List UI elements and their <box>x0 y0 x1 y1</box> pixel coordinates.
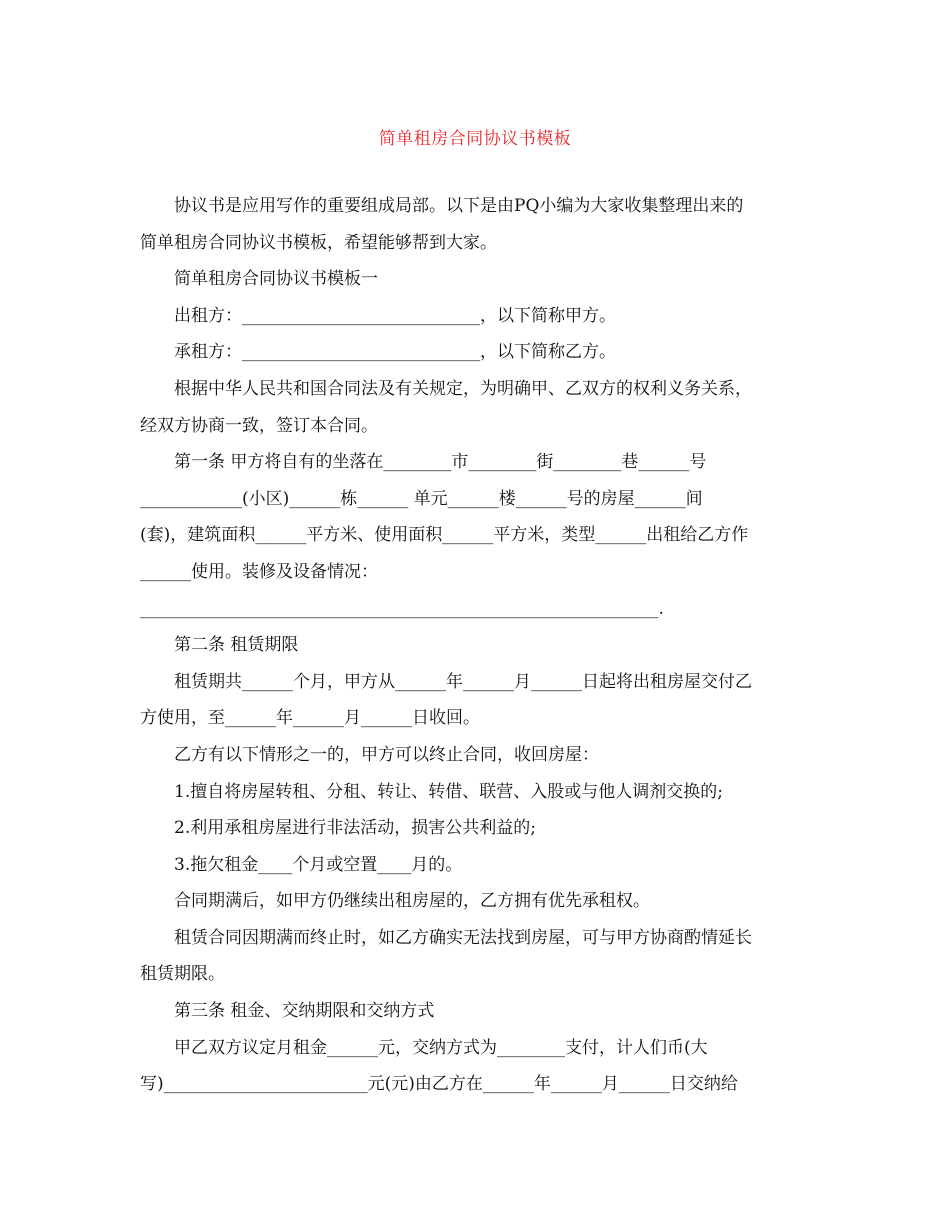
paragraph-line: 经双方协商一致，签订本合同。 <box>140 415 378 436</box>
document-body <box>140 188 812 1103</box>
document-title: 简单租房合同协议书模板 <box>378 129 572 149</box>
article-1-line: ______使用。装修及设备情况： <box>140 561 378 582</box>
paragraph-line: 协议书是应用写作的重要组成局部。以下是由PQ小编为大家收集整理出来的 <box>174 196 744 216</box>
paragraph-line: 乙方有以下情形之一的，甲方可以终止合同，收回房屋： <box>174 744 599 765</box>
paragraph-line: 写)________________________元(元)由乙方在______年______月______日交纳给 <box>140 1074 738 1095</box>
paragraph-line: 租赁合同因期满而终止时，如乙方确实无法找到房屋，可与甲方协商酌情延长 <box>174 927 752 948</box>
paragraph-line: 根据中华人民共和国合同法及有关规定，为明确甲、乙双方的权利义务关系， <box>174 378 752 399</box>
list-item: 3.拖欠租金____个月或空置____月的。 <box>174 854 463 875</box>
blank-fill-line: _____________________________________________________________. <box>140 598 664 619</box>
list-item: 2.利用承租房屋进行非法活动，损害公共利益的; <box>174 818 536 839</box>
lessor-line: 出租方：____________________________，以下简称甲方。 <box>174 305 616 326</box>
article-3-heading: 第三条 租金、交纳期限和交纳方式 <box>174 1001 435 1022</box>
section-heading: 简单租房合同协议书模板一 <box>174 269 378 290</box>
lessee-line: 承租方：____________________________，以下简称乙方。 <box>174 342 616 363</box>
article-1-line: (套)，建筑面积______平方米、使用面积______平方米，类型______出租给乙方作 <box>140 525 749 546</box>
paragraph-line: 租赁期限。 <box>140 964 225 985</box>
paragraph-line: 简单租房合同协议书模板，希望能够帮到大家。 <box>140 232 497 253</box>
paragraph-line: 租赁期共______个月，甲方从______年______月______日起将出租房屋交付乙 <box>174 671 752 692</box>
article-2-heading: 第二条 租赁期限 <box>174 635 299 656</box>
article-1-line: ____________(小区)______栋______ 单元______楼______号的房屋______间 <box>140 488 703 509</box>
list-item: 1.擅自将房屋转租、分租、转让、转借、联营、入股或与他人调剂交换的; <box>174 781 723 802</box>
paragraph-line: 合同期满后，如甲方仍继续出租房屋的，乙方拥有优先承租权。 <box>174 891 650 912</box>
article-1-line: 第一条 甲方将自有的坐落在________市________街________巷______号 <box>174 452 707 473</box>
paragraph-line: 方使用，至______年______月______日收回。 <box>140 708 480 729</box>
paragraph-line: 甲乙双方议定月租金______元，交纳方式为________支付，计人们币(大 <box>174 1037 708 1058</box>
